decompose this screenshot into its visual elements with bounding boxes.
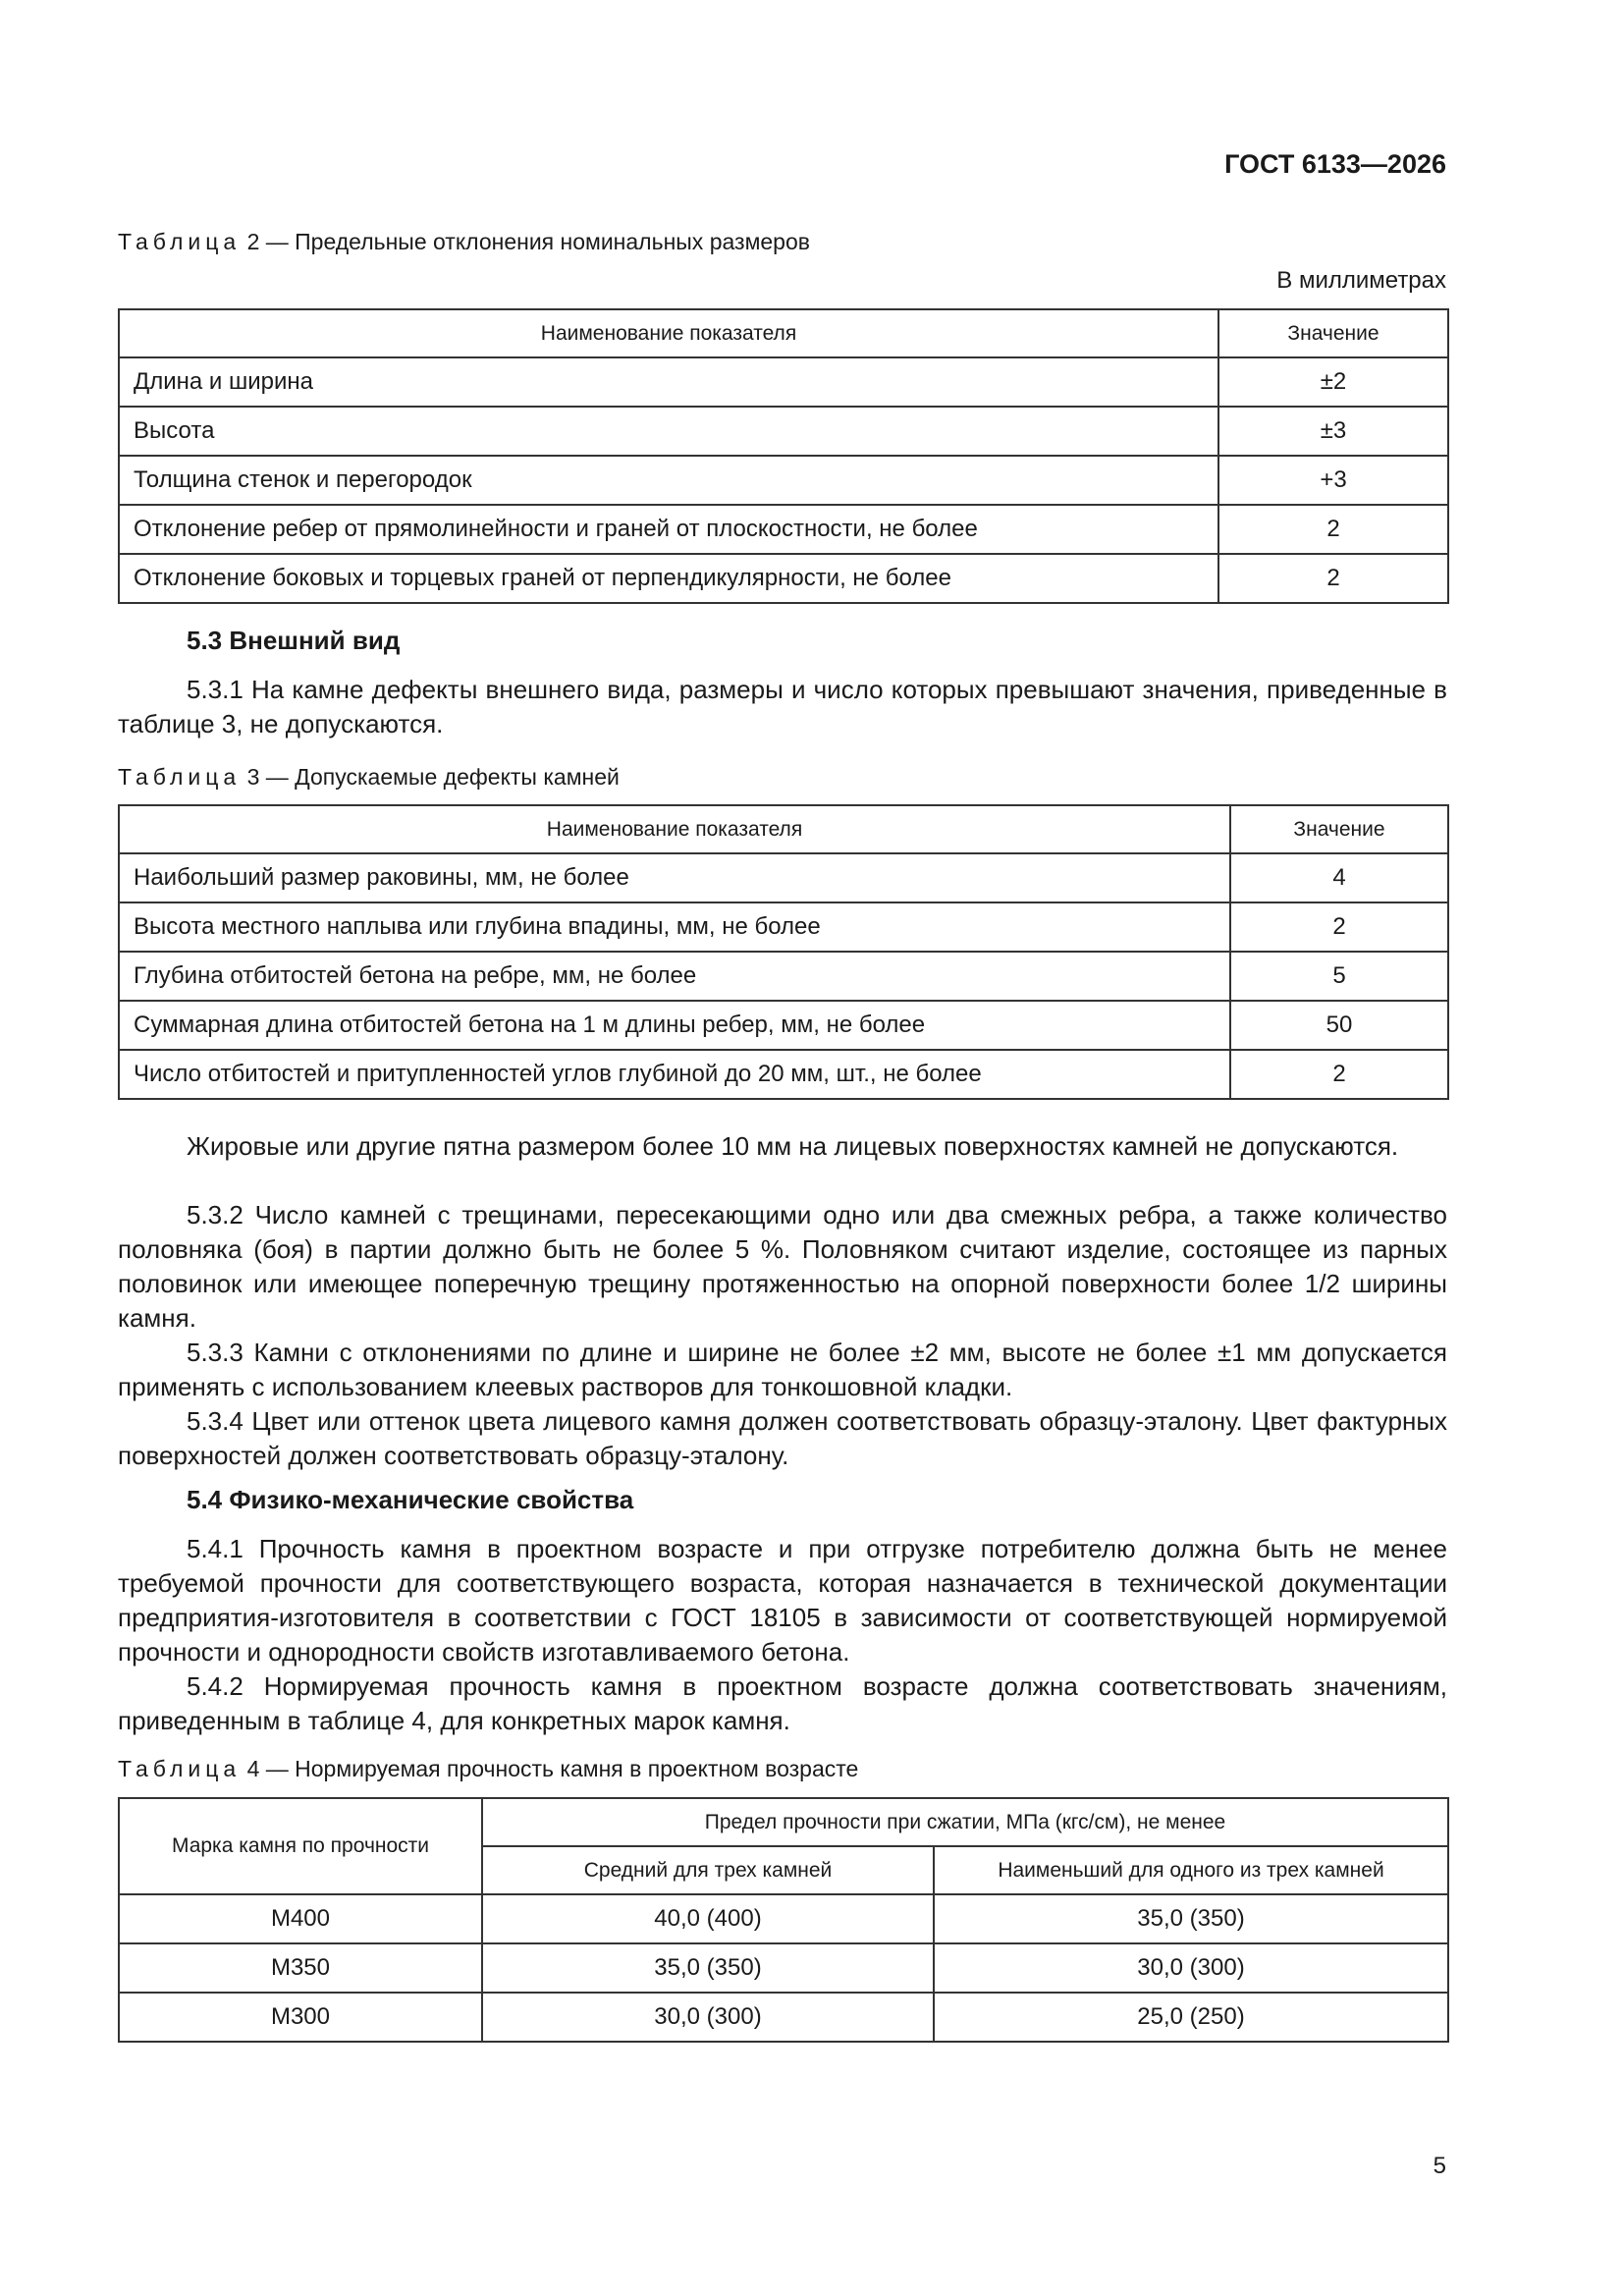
- table-cell: Суммарная длина отбитостей бетона на 1 м длины ребер, мм, не более: [119, 1001, 1230, 1050]
- paragraph-5-3-1: [118, 673, 1447, 741]
- paragraph-stains: [118, 1129, 1447, 1164]
- table-row: [119, 952, 1448, 1001]
- table-cell: М400: [119, 1894, 482, 1943]
- table-cell: 35,0 (350): [482, 1943, 934, 1993]
- table-cell: Отклонение боковых и торцевых граней от перпендикулярности, не более: [119, 554, 1218, 603]
- table-cell: М350: [119, 1943, 482, 1993]
- table-row: [119, 853, 1448, 902]
- table-row: [119, 1943, 1448, 1993]
- table-cell: ±3: [1218, 407, 1448, 456]
- paragraph-5-4-2: [118, 1669, 1447, 1738]
- paragraph-5-3-4: [118, 1404, 1447, 1473]
- table-row: [119, 1050, 1448, 1099]
- table4-caption-word: Таблица: [118, 1756, 242, 1781]
- table-row: [119, 357, 1448, 407]
- paragraph-text: 5.3.1 На камне дефекты внешнего вида, размеры и число которых превышают значения, приведенные в таблице 3, не допускаются.: [118, 675, 1447, 738]
- column-header-grade: Марка камня по прочности: [119, 1798, 482, 1894]
- table-cell: 2: [1218, 505, 1448, 554]
- table-cell: 40,0 (400): [482, 1894, 934, 1943]
- paragraph-text: 5.3.2 Число камней с трещинами, пересекающими одно или два смежных ребра, а также количество половняка (боя) в партии должно быть не более 5 %. Половняком считают изделие, состоящее из парных половинок или имеющее поперечную трещину протяженностью на опорной поверхности более 1/2 ширины камня.: [118, 1200, 1447, 1333]
- table4-caption-text: 4 — Нормируемая прочность камня в проектном возрасте: [246, 1756, 859, 1781]
- table-cell: 30,0 (300): [934, 1943, 1448, 1993]
- table-cell: Высота местного наплыва или глубина впадины, мм, не более: [119, 902, 1230, 952]
- table-row: [119, 505, 1448, 554]
- table-row: [119, 902, 1448, 952]
- table-cell: 5: [1230, 952, 1448, 1001]
- table-cell: 35,0 (350): [934, 1894, 1448, 1943]
- table-cell: Высота: [119, 407, 1218, 456]
- table-header-row: [119, 805, 1448, 853]
- table-row: [119, 1894, 1448, 1943]
- paragraph-text: 5.4.1 Прочность камня в проектном возрасте и при отгрузке потребителю должна быть не менее требуемой прочности для соответствующего возраста, которая назначается в технической документации предприятия-изготовителя в соответствии с ГОСТ 18105 в зависимости от соответствующей нормируемой прочности и однородности свойств изготавливаемого бетона.: [118, 1534, 1447, 1667]
- column-header: Наименование показателя: [119, 805, 1230, 853]
- column-header: Значение: [1218, 309, 1448, 357]
- section-5-3-title: 5.3 Внешний вид: [187, 626, 401, 655]
- table2-caption-word: Таблица: [118, 229, 242, 254]
- table-header-row: [119, 309, 1448, 357]
- table-header-row: [119, 1798, 1448, 1846]
- column-header-minimum: Наименьший для одного из трех камней: [934, 1846, 1448, 1894]
- table-cell: Отклонение ребер от прямолинейности и граней от плоскостности, не более: [119, 505, 1218, 554]
- table3-caption-text: 3 — Допускаемые дефекты камней: [246, 764, 620, 790]
- table3: [118, 804, 1449, 1100]
- table-row: [119, 554, 1448, 603]
- paragraph-text: Жировые или другие пятна размером более 10 мм на лицевых поверхностях камней не допускаются.: [187, 1131, 1399, 1161]
- table-row: [119, 456, 1448, 505]
- table4-caption: [118, 1756, 858, 1782]
- table-cell: ±2: [1218, 357, 1448, 407]
- paragraph-text: 5.3.4 Цвет или оттенок цвета лицевого камня должен соответствовать образцу-эталону. Цвет фактурных поверхностей должен соответствовать образцу-эталону.: [118, 1406, 1447, 1470]
- table-cell: Глубина отбитостей бетона на ребре, мм, не более: [119, 952, 1230, 1001]
- table-cell: Толщина стенок и перегородок: [119, 456, 1218, 505]
- table-row: [119, 1993, 1448, 2042]
- table-cell: М300: [119, 1993, 482, 2042]
- table-cell: Наибольший размер раковины, мм, не более: [119, 853, 1230, 902]
- table-cell: 2: [1218, 554, 1448, 603]
- paragraph-text: 5.4.2 Нормируемая прочность камня в проектном возрасте должна соответствовать значениям, приведенным в таблице 4, для конкретных марок камня.: [118, 1671, 1447, 1735]
- table-row: [119, 1001, 1448, 1050]
- table3-caption-word: Таблица: [118, 764, 242, 790]
- table-row: [119, 407, 1448, 456]
- paragraph-text: 5.3.3 Камни с отклонениями по длине и ширине не более ±2 мм, высоте не более ±1 мм допускается применять с использованием клеевых растворов для тонкошовной кладки.: [118, 1338, 1447, 1401]
- table-cell: 30,0 (300): [482, 1993, 934, 2042]
- section-5-4-title: 5.4 Физико-механические свойства: [187, 1485, 634, 1514]
- table-cell: 2: [1230, 1050, 1448, 1099]
- table2-units: В миллиметрах: [1276, 267, 1446, 294]
- table3-caption: [118, 764, 620, 791]
- column-header-average: Средний для трех камней: [482, 1846, 934, 1894]
- table-cell: Длина и ширина: [119, 357, 1218, 407]
- table4: [118, 1797, 1449, 2043]
- column-group-header: Предел прочности при сжатии, МПа (кгс/см), не менее: [482, 1798, 1448, 1846]
- table-cell: 50: [1230, 1001, 1448, 1050]
- paragraph-5-3-2: [118, 1198, 1447, 1336]
- document-id: ГОСТ 6133—2026: [1224, 149, 1446, 179]
- table-cell: +3: [1218, 456, 1448, 505]
- paragraph-5-3-3: [118, 1336, 1447, 1404]
- paragraph-5-4-1: [118, 1532, 1447, 1669]
- column-header: Значение: [1230, 805, 1448, 853]
- table2-caption-text: 2 — Предельные отклонения номинальных размеров: [246, 229, 810, 254]
- table-cell: 4: [1230, 853, 1448, 902]
- table-cell: 25,0 (250): [934, 1993, 1448, 2042]
- table-cell: Число отбитостей и притупленностей углов глубиной до 20 мм, шт., не более: [119, 1050, 1230, 1099]
- table2: [118, 308, 1449, 604]
- table2-caption: [118, 229, 810, 255]
- page-number: 5: [1433, 2153, 1446, 2179]
- table-cell: 2: [1230, 902, 1448, 952]
- column-header: Наименование показателя: [119, 309, 1218, 357]
